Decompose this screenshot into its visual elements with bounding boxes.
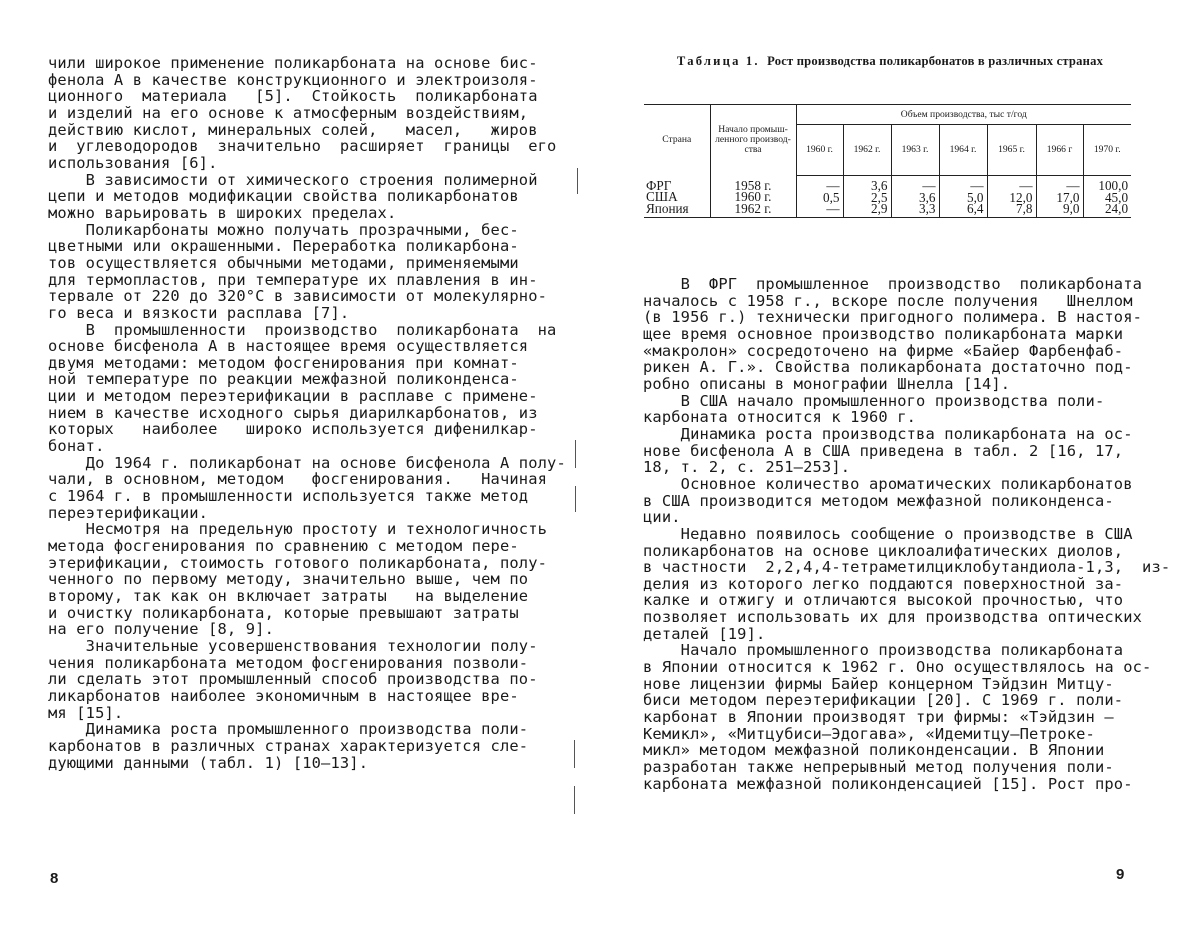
- left-page-line: До 1964 г. поликарбонат на основе бисфенола А полу-: [48, 453, 566, 472]
- right-page-line: в частности 2,2,4,4-тетраметилциклобутандиола-1,3, из-: [643, 558, 1171, 577]
- right-page-line: рикен А. Г.». Свойства поликарбоната достаточно под-: [643, 358, 1133, 377]
- volume-cell: [796, 176, 843, 218]
- gutter-mark: [575, 440, 576, 468]
- left-page-line: В зависимости от химического строения полимерной: [48, 170, 538, 189]
- right-page-line: биси методом переэтерификации [20]. С 1969 г. поли-: [643, 691, 1124, 710]
- left-page-line: чения поликарбоната методом фосгенирования позволи-: [48, 653, 529, 672]
- left-page-line: ченного по первому методу, значительно выше, чем по: [48, 570, 529, 589]
- left-page-line: ли сделать этот промышленный способ производства по-: [48, 670, 538, 689]
- right-page-line: робно описаны в монографии Шнелла [14].: [643, 374, 1011, 393]
- left-page-line: тов осуществляется обычными методами, применяемыми: [48, 253, 519, 272]
- volume-cell-value: 0,5: [823, 189, 840, 205]
- left-page-line: с 1964 г. в промышленности используется также метод: [48, 487, 529, 506]
- left-page-line: цепи и методов модификации свойства поликарбонатов: [48, 187, 519, 206]
- volume-cell-value: —: [1066, 178, 1080, 193]
- country-cell: [644, 176, 710, 218]
- left-page-line: и изделий на его основе к атмосферным воздействиям,: [48, 103, 529, 122]
- left-page-line: на его получение [8, 9].: [48, 620, 274, 639]
- volume-cell-value: 12,0: [1009, 189, 1033, 205]
- header-year: 1966 г: [1036, 125, 1083, 176]
- right-page-line: Динамика роста производства поликарбоната на ос-: [643, 424, 1133, 443]
- left-page-line: этерификации, стоимость готового поликарбоната, полу-: [48, 553, 548, 572]
- left-page-line: метода фосгенирования по сравнению с методом пере-: [48, 537, 519, 556]
- right-page-line: «макролон» сосредоточено на фирме «Байер Фарбенфаб-: [643, 341, 1124, 360]
- country-cell-value: США: [646, 189, 678, 205]
- left-page-line: чили широкое применение поликарбоната на основе бис-: [48, 54, 538, 72]
- volume-cell: [939, 176, 987, 218]
- start-year-cell-value: 1962 г.: [734, 200, 772, 216]
- left-page-line: основе бисфенола А в настоящее время осуществляется: [48, 337, 529, 356]
- volume-cell-value: 17,0: [1056, 189, 1080, 205]
- volume-cell-value: —: [826, 201, 840, 217]
- volume-cell: [987, 176, 1036, 218]
- left-page-line: второму, так как он включает затраты на выделение: [48, 587, 529, 605]
- left-page-line: мя [15].: [48, 703, 124, 722]
- left-page-line: Поликарбонаты можно получать прозрачными, бес-: [48, 220, 519, 239]
- gutter-mark: [574, 740, 575, 768]
- right-page-line: нове лицензии фирмы Байер концерном Тэйдзин Митцу-: [643, 674, 1114, 693]
- left-page-line: тервале от 220 до 320°С в зависимости от молекулярно-: [48, 287, 548, 306]
- header-year: 1970 г.: [1083, 125, 1131, 176]
- right-page-line: делия из которого легко поддаются поверхностной за-: [643, 574, 1124, 593]
- left-page-line: ции и методом переэтерификации в расплаве с примене-: [48, 387, 538, 406]
- left-page-line: двумя методами: методом фосгенирования при комнат-: [48, 353, 519, 372]
- volume-cell-value: 3,3: [919, 201, 936, 217]
- right-page-line: ции.: [643, 508, 681, 527]
- right-page-line: (в 1956 г.) технически пригодного полимера. В настоя-: [643, 308, 1143, 327]
- left-page-line: ной температуре по реакции межфазной поликонденса-: [48, 370, 519, 389]
- right-page-line: разработан также непрерывный метод получения поли-: [643, 758, 1114, 777]
- left-page-line: бонат.: [48, 437, 105, 456]
- page-number-left: 8: [50, 870, 59, 887]
- right-page-line: карбоната межфазной поликонденсацией [15]. Рост про-: [643, 774, 1133, 793]
- volume-cell-value: —: [922, 178, 936, 193]
- start-year-cell-value: 1960 г.: [734, 189, 772, 205]
- volume-cell-value: —: [1019, 178, 1033, 193]
- left-page-line: которых наиболее широко используется дифенилкар-: [48, 420, 538, 439]
- header-volume: Объем производства, тыс т/год: [796, 105, 1131, 125]
- left-page-text: [48, 55, 566, 771]
- right-page-line: Основное количество ароматических поликарбонатов: [643, 474, 1133, 493]
- volume-cell: [1036, 176, 1083, 218]
- volume-cell: [891, 176, 939, 218]
- table-caption-title: Рост производства поликарбонатов в различных странах: [767, 54, 1104, 68]
- volume-cell: [843, 176, 891, 218]
- left-page-line: использования [6].: [48, 153, 218, 172]
- left-page-line: Динамика роста промышленного производства поли-: [48, 720, 529, 739]
- right-page-line: в США производится методом межфазной поликонденса-: [643, 491, 1114, 510]
- right-page-line: В США начало промышленного производства поли-: [643, 391, 1105, 410]
- right-page-line: калке и отжигу и отличаются высокой прочностью, что: [643, 591, 1124, 610]
- header-year: 1963 г.: [891, 125, 939, 176]
- left-page-line: и очистку поликарбоната, которые превышают затраты: [48, 603, 519, 622]
- volume-cell-value: 5,0: [967, 189, 984, 205]
- left-page-line: дующими данными (табл. 1) [10—13].: [48, 753, 369, 772]
- volume-cell-value: 7,8: [1016, 201, 1033, 217]
- gutter-mark: [577, 168, 578, 194]
- volume-cell-value: 3,6: [871, 178, 888, 193]
- right-page-line: нове бисфенола А в США приведена в табл. 2 [16, 17,: [643, 441, 1124, 460]
- volume-cell-value: 45,0: [1104, 189, 1129, 205]
- left-page-line: карбонатов в различных странах характеризуется сле-: [48, 736, 529, 755]
- left-page-line: нием в качестве исходного сырья диарилкарбонатов, из: [48, 403, 538, 422]
- country-cell-value: ФРГ: [646, 177, 672, 193]
- country-cell-value: Япония: [646, 200, 689, 216]
- header-year: 1962 г.: [843, 125, 891, 176]
- table-caption: [650, 54, 1130, 68]
- production-table: [644, 104, 1131, 218]
- header-start: Начало промыш-ленного производ-ства: [710, 105, 796, 176]
- right-page-line: поликарбонатов на основе циклоалифатических диолов,: [643, 541, 1124, 560]
- right-page-line: В ФРГ промышленное производство поликарбоната: [643, 275, 1143, 293]
- page-number-right: 9: [1116, 866, 1125, 883]
- header-country: Страна: [644, 105, 710, 176]
- left-page-line: и углеводородов значительно расширяет границы его: [48, 137, 557, 156]
- left-page-line: переэтерификации.: [48, 503, 209, 522]
- left-page-line: Несмотря на предельную простоту и технологичность: [48, 520, 548, 539]
- volume-cell: [1083, 176, 1131, 218]
- right-page: [600, 0, 1200, 947]
- right-page-line: Недавно появилось сообщение о производстве в США: [643, 524, 1133, 543]
- volume-cell-value: 2,5: [871, 189, 888, 205]
- volume-cell-value: —: [826, 178, 840, 193]
- header-year: 1964 г.: [939, 125, 987, 176]
- left-page-line: В промышленности производство поликарбоната на: [48, 320, 557, 339]
- right-page-line: карбоната относится к 1960 г.: [643, 408, 917, 427]
- left-page-line: фенола А в качестве конструкционного и электроизоля-: [48, 70, 538, 89]
- table-row: [644, 176, 1131, 218]
- left-page-line: действию кислот, минеральных солей, масел, жиров: [48, 120, 538, 139]
- left-page-line: ликарбонатов наиболее экономичным в настоящее вре-: [48, 686, 519, 705]
- volume-cell-value: 6,4: [967, 201, 984, 217]
- start-year-cell: [710, 176, 796, 218]
- left-page-line: цветными или окрашенными. Переработка поликарбона-: [48, 237, 519, 256]
- right-page-line: Кемикл», «Митцубиси—Эдогава», «Идемитцу—Петроке-: [643, 724, 1095, 743]
- right-page-line: 18, т. 2, с. 251—253].: [643, 458, 851, 477]
- left-page-line: ционного материала [5]. Стойкость поликарбоната: [48, 87, 538, 106]
- left-page-line: Значительные усовершенствования технологии полу-: [48, 636, 538, 655]
- right-page-line: Начало промышленного производства поликарбоната: [643, 641, 1124, 660]
- start-year-cell-value: 1958 г.: [734, 177, 772, 193]
- volume-cell-value: 100,0: [1098, 178, 1129, 193]
- header-year: 1965 г.: [987, 125, 1036, 176]
- header-year: 1960 г.: [796, 125, 843, 176]
- volume-cell-value: —: [970, 178, 984, 193]
- right-page-line: в Японии относится к 1962 г. Оно осуществлялось на ос-: [643, 658, 1152, 677]
- left-page-line: для термопластов, при температуре их плавления в ин-: [48, 270, 538, 289]
- volume-cell-value: 9,0: [1063, 201, 1080, 217]
- left-page-line: чали, в основном, методом фосгенирования. Начиная: [48, 470, 548, 489]
- volume-cell-value: 2,9: [871, 201, 888, 217]
- right-page-line: карбонат в Японии производят три фирмы: «Тэйдзин —: [643, 708, 1114, 727]
- table-caption-label: Таблица 1.: [676, 54, 760, 68]
- left-page-line: можно варьировать в широких пределах.: [48, 203, 397, 222]
- volume-cell-value: 3,6: [919, 189, 936, 205]
- volume-cell-value: 24,0: [1104, 201, 1129, 217]
- gutter-mark: [575, 486, 576, 512]
- right-page-line: микл» методом межфазной поликонденсации. В Японии: [643, 741, 1105, 760]
- right-page-line: позволяет использовать их для производства оптических: [643, 608, 1143, 627]
- right-page-line: щее время основное производство поликарбоната марки: [643, 324, 1124, 343]
- right-page-line: деталей [19].: [643, 624, 766, 643]
- left-page-line: го веса и вязкости расплава [7].: [48, 303, 350, 322]
- right-page-line: началось с 1958 г., вскоре после получения Шнеллом: [643, 291, 1133, 310]
- right-page-text: [643, 276, 1170, 792]
- gutter-mark: [574, 786, 575, 814]
